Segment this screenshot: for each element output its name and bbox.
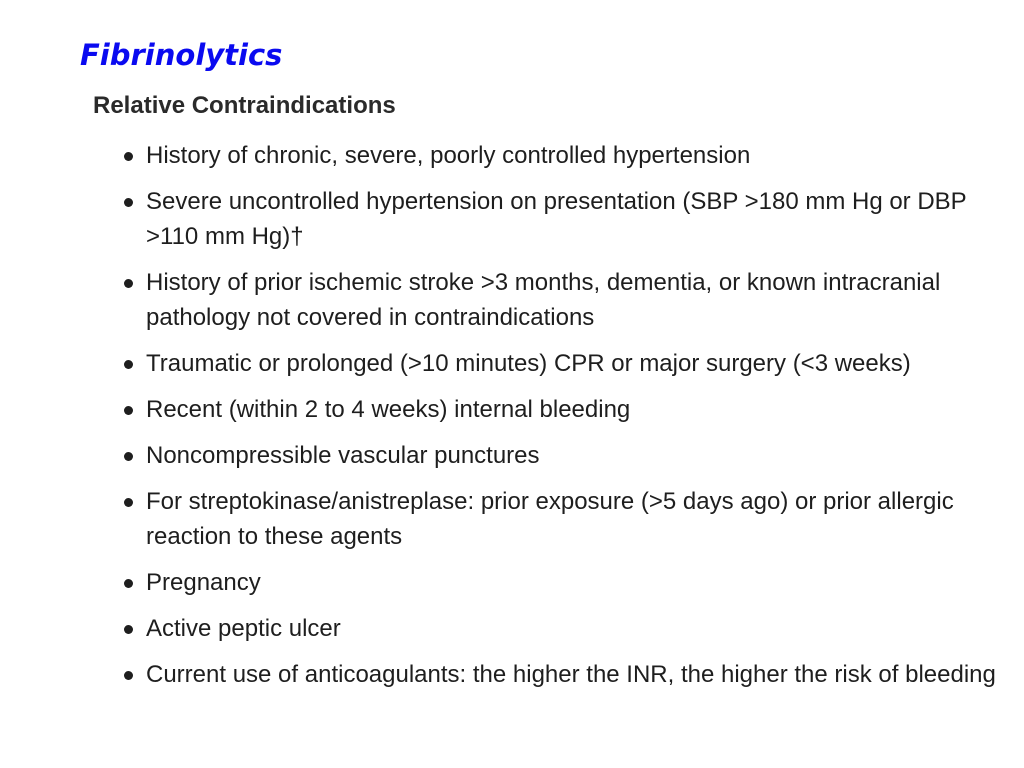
- bullet-icon: [124, 452, 133, 461]
- list-item: [124, 138, 1004, 173]
- list-item: [124, 392, 1004, 427]
- list-item: [124, 484, 1004, 554]
- bullet-icon: [124, 198, 133, 207]
- list-item: [124, 657, 1004, 692]
- bullet-icon: [124, 671, 133, 680]
- list-item-text: Active peptic ulcer: [146, 615, 341, 642]
- list-item: [124, 611, 1004, 646]
- bullet-icon: [124, 152, 133, 161]
- contraindications-list: [124, 138, 1004, 703]
- list-item-text: History of chronic, severe, poorly controlled hypertension: [146, 142, 751, 169]
- list-item-text: For streptokinase/anistreplase: prior exposure (>5 days ago) or prior allergic reaction to these agents: [146, 488, 954, 550]
- list-item-text: Noncompressible vascular punctures: [146, 442, 540, 469]
- list-item: [124, 184, 1004, 254]
- list-item-text: Traumatic or prolonged (>10 minutes) CPR or major surgery (<3 weeks): [146, 350, 911, 377]
- list-item: [124, 438, 1004, 473]
- section-heading: Relative Contraindications: [93, 92, 396, 119]
- list-item: [124, 565, 1004, 600]
- bullet-icon: [124, 625, 133, 634]
- bullet-icon: [124, 406, 133, 415]
- slide-title: Fibrinolytics: [80, 38, 283, 72]
- bullet-icon: [124, 360, 133, 369]
- bullet-icon: [124, 279, 133, 288]
- bullet-icon: [124, 579, 133, 588]
- list-item-text: Severe uncontrolled hypertension on presentation (SBP >180 mm Hg or DBP >110 mm Hg)†: [146, 188, 967, 250]
- bullet-icon: [124, 498, 133, 507]
- list-item: [124, 265, 1004, 335]
- list-item: [124, 346, 1004, 381]
- list-item-text: Pregnancy: [146, 569, 261, 596]
- list-item-text: Recent (within 2 to 4 weeks) internal bleeding: [146, 396, 631, 423]
- list-item-text: Current use of anticoagulants: the higher the INR, the higher the risk of bleeding: [146, 661, 996, 688]
- list-item-text: History of prior ischemic stroke >3 months, dementia, or known intracranial pathology not covered in contraindications: [146, 269, 941, 331]
